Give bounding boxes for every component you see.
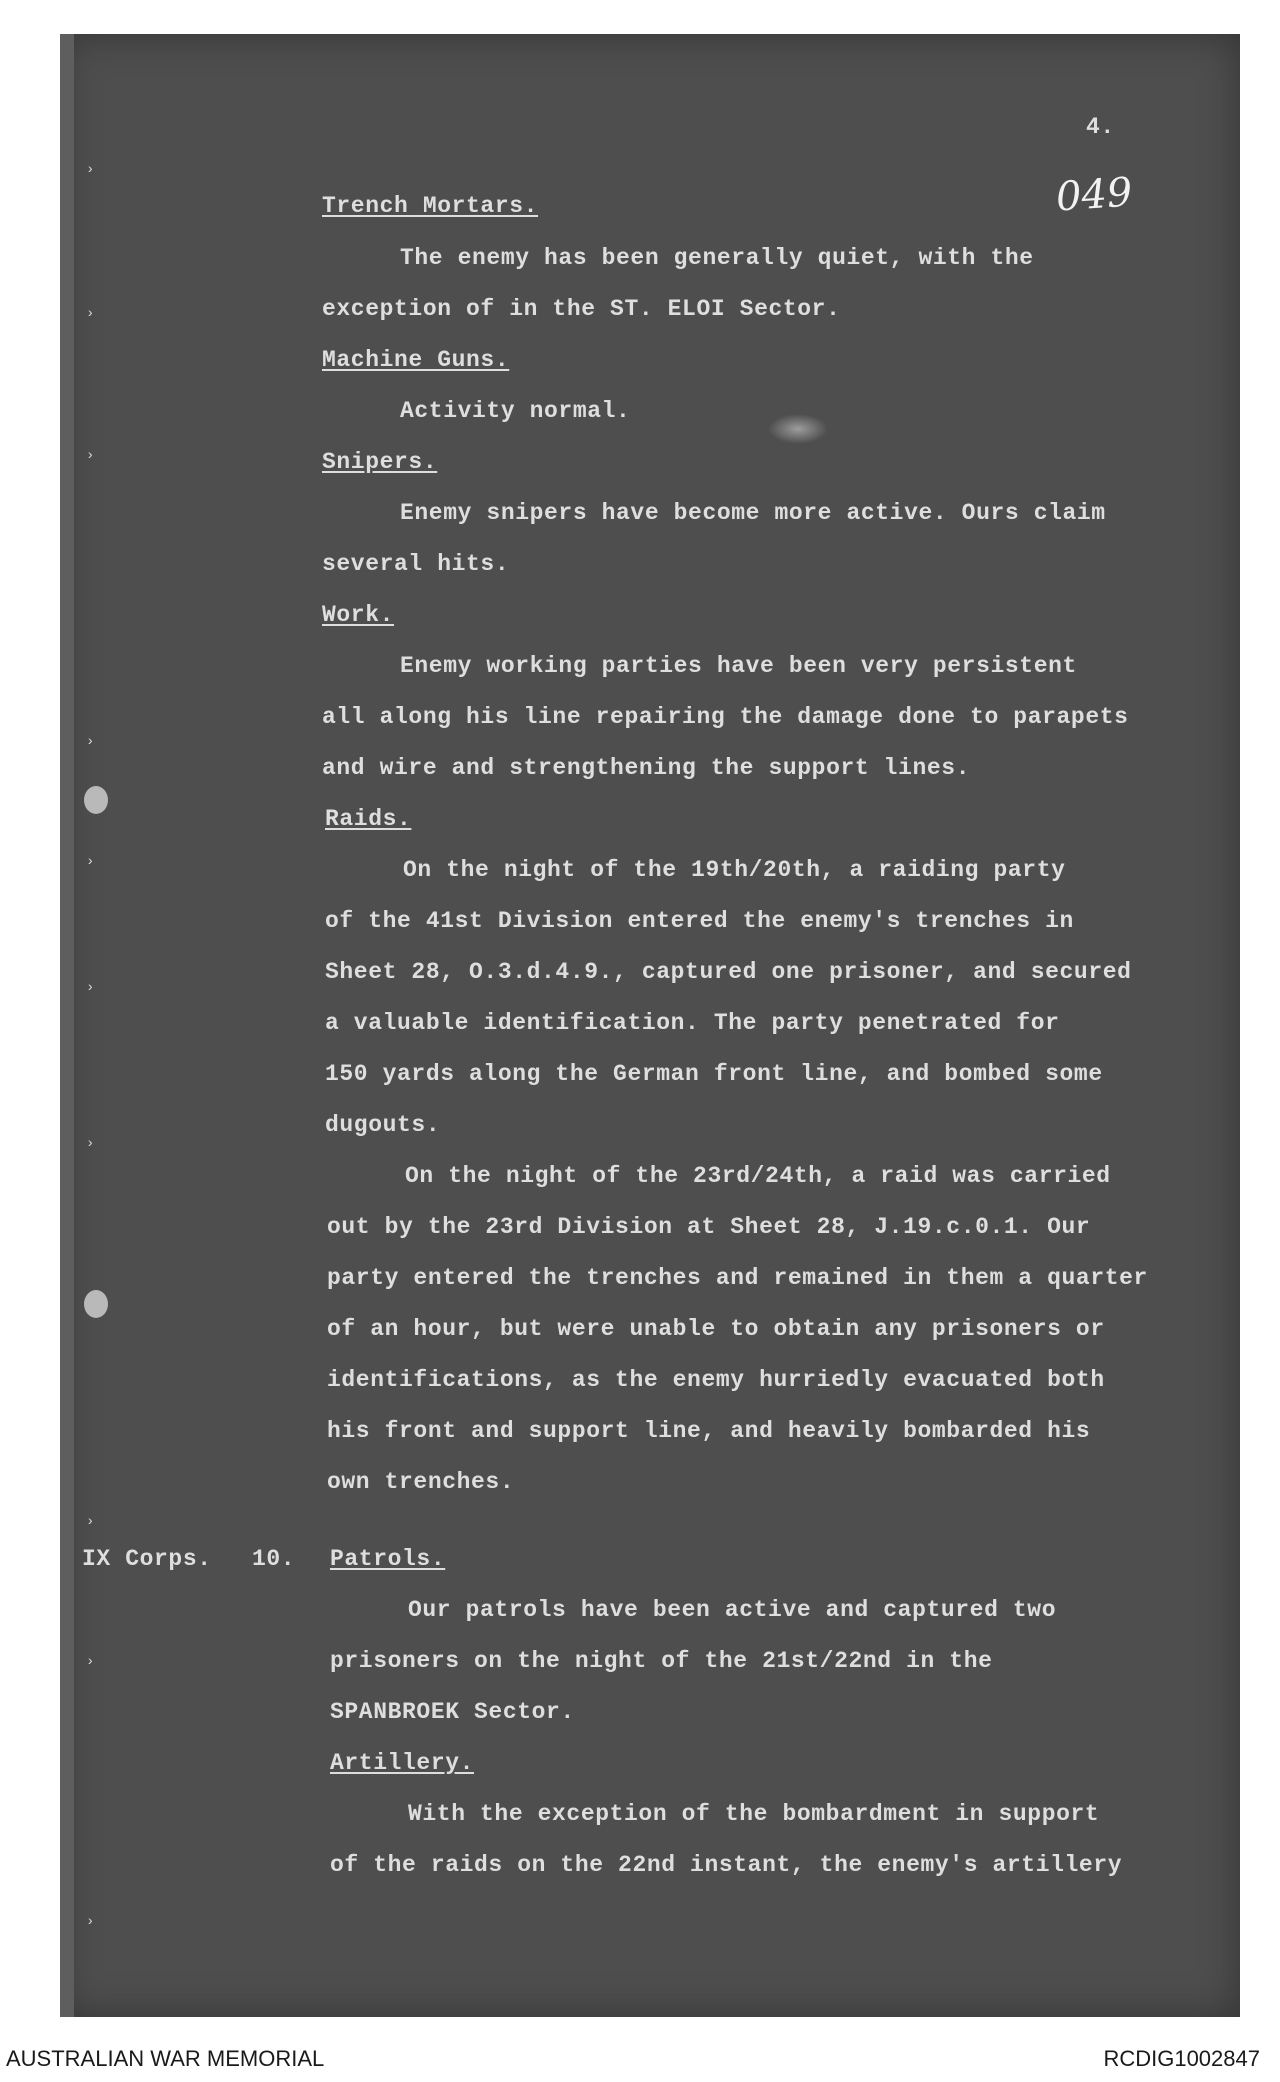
body-line: On the night of the 23rd/24th, a raid was carried xyxy=(405,1163,1111,1189)
tick-mark: › xyxy=(86,734,95,750)
body-line: prisoners on the night of the 21st/22nd in the xyxy=(330,1648,993,1674)
body-line: party entered the trenches and remained in them a quarter xyxy=(327,1265,1148,1291)
tick-mark: › xyxy=(86,980,95,996)
body-line: of the raids on the 22nd instant, the enemy's artillery xyxy=(330,1852,1123,1878)
body-line: Enemy working parties have been very persistent xyxy=(400,653,1077,679)
page-number: 4. xyxy=(1086,114,1115,140)
tick-mark: › xyxy=(86,1136,95,1152)
body-line: several hits. xyxy=(322,551,510,577)
heading-snipers: Snipers. xyxy=(322,449,438,475)
body-line: own trenches. xyxy=(327,1469,515,1495)
body-line: his front and support line, and heavily bombarded his xyxy=(327,1418,1091,1444)
body-line: Our patrols have been active and captured two xyxy=(408,1597,1057,1623)
tick-mark: › xyxy=(86,162,95,178)
footer-record-id: RCDIG1002847 xyxy=(1103,2046,1260,2071)
paragraph-number: 10. xyxy=(252,1546,296,1572)
body-line: Sheet 28, O.3.d.4.9., captured one prisoner, and secured xyxy=(325,959,1132,985)
punch-hole xyxy=(84,1290,108,1318)
body-line: of the 41st Division entered the enemy's trenches in xyxy=(325,908,1074,934)
tick-mark: › xyxy=(86,306,95,322)
body-line: and wire and strengthening the support lines. xyxy=(322,755,971,781)
tick-mark: › xyxy=(86,448,95,464)
body-line: out by the 23rd Division at Sheet 28, J.19.c.0.1. Our xyxy=(327,1214,1091,1240)
heading-work: Work. xyxy=(322,602,395,628)
body-line: Activity normal. xyxy=(400,398,631,424)
handwritten-reference: 049 xyxy=(1054,169,1134,221)
page-edge xyxy=(60,34,74,2017)
heading-patrols: Patrols. xyxy=(330,1546,446,1572)
tick-mark: › xyxy=(86,854,95,870)
body-line: exception of in the ST. ELOI Sector. xyxy=(322,296,841,322)
heading-artillery: Artillery. xyxy=(330,1750,475,1776)
tick-mark: › xyxy=(86,1914,95,1930)
body-line: SPANBROEK Sector. xyxy=(330,1699,575,1725)
footer-archive-name: AUSTRALIAN WAR MEMORIAL xyxy=(6,2046,325,2071)
punch-hole xyxy=(84,786,108,814)
body-line: The enemy has been generally quiet, with the xyxy=(400,245,1034,271)
body-line: of an hour, but were unable to obtain any prisoners or xyxy=(327,1316,1105,1342)
tick-mark: › xyxy=(86,1514,95,1530)
body-line: all along his line repairing the damage done to parapets xyxy=(322,704,1129,730)
heading-machine-guns: Machine Guns. xyxy=(322,347,510,373)
body-line: On the night of the 19th/20th, a raiding party xyxy=(403,857,1066,883)
tick-mark: › xyxy=(86,1654,95,1670)
body-line: identifications, as the enemy hurriedly evacuated both xyxy=(327,1367,1105,1393)
body-line: 150 yards along the German front line, and bombed some xyxy=(325,1061,1103,1087)
heading-trench-mortars: Trench Mortars. xyxy=(322,193,539,219)
body-line: Enemy snipers have become more active. Ours claim xyxy=(400,500,1106,526)
heading-raids: Raids. xyxy=(325,806,412,832)
body-line: a valuable identification. The party penetrated for xyxy=(325,1010,1060,1036)
margin-label-corps: IX Corps. xyxy=(82,1546,212,1572)
ink-smudge xyxy=(768,414,828,444)
body-line: With the exception of the bombardment in support xyxy=(408,1801,1100,1827)
body-line: dugouts. xyxy=(325,1112,441,1138)
